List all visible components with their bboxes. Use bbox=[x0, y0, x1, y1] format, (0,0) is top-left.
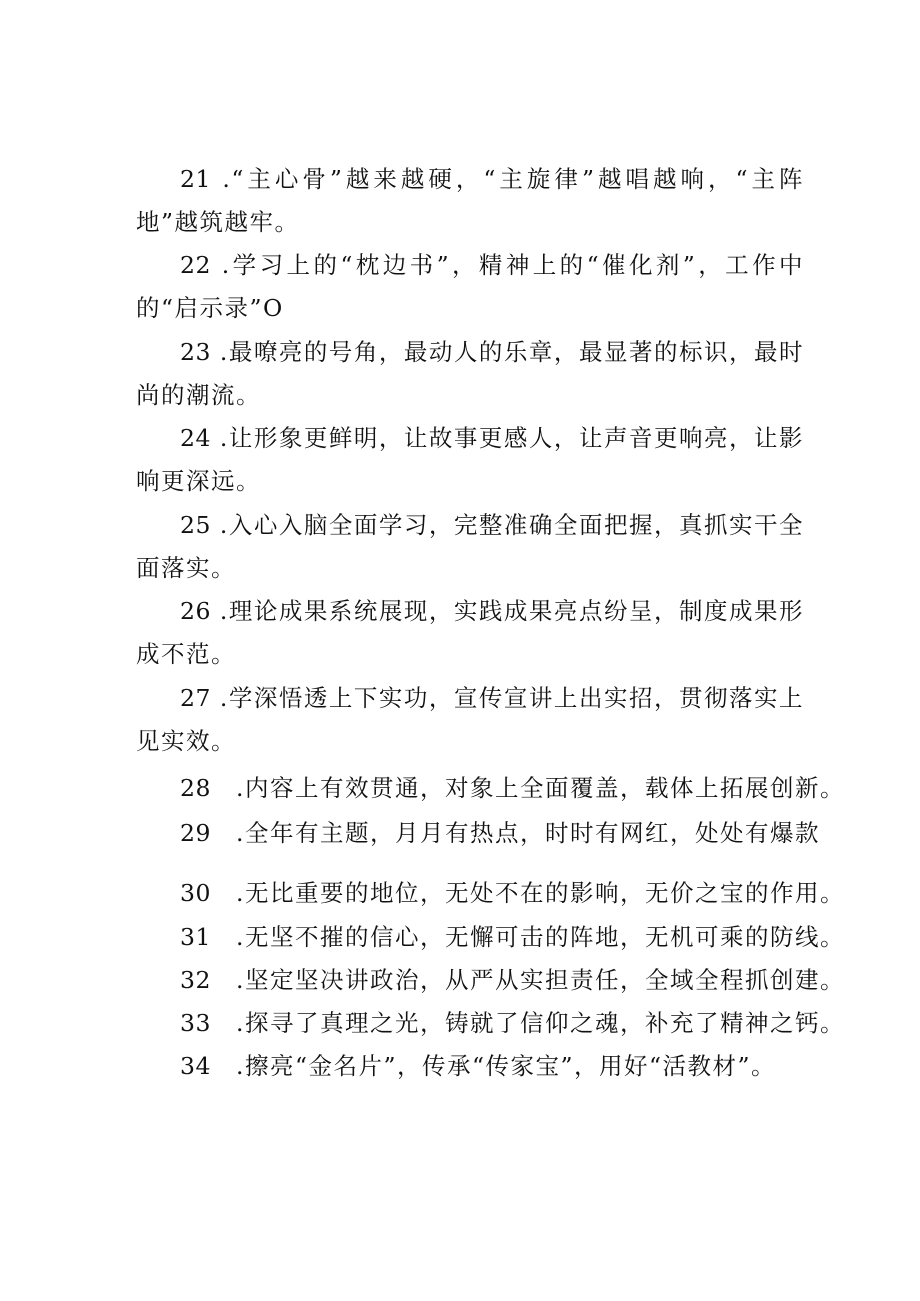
list-item-23 bbox=[136, 331, 804, 417]
item-text: .内容上有效贯通，对象上全面覆盖，载体上拓展创新。 bbox=[236, 774, 845, 802]
item-text: .“主心骨”越来越硬，“主旋律”越唱越响，“主阵地”越筑越牢。 bbox=[136, 165, 804, 236]
item-text: .入心入脑全面学习，完整准确全面把握，真抓实干全面落实。 bbox=[136, 511, 804, 582]
item-number: 33 bbox=[180, 1009, 211, 1037]
item-number: 23 bbox=[180, 338, 211, 366]
item-text: .让形象更鲜明，让故事更感人，让声音更响亮，让影响更深远。 bbox=[136, 424, 804, 495]
item-number: 30 bbox=[180, 879, 211, 907]
item-number: 34 bbox=[180, 1052, 211, 1080]
list-item-26 bbox=[136, 590, 804, 676]
item-number: 26 bbox=[180, 597, 211, 625]
item-number: 31 bbox=[180, 923, 211, 951]
item-text: .擦亮“金名片”，传承“传家宝”，用好“活教材”。 bbox=[236, 1052, 777, 1080]
item-number: 25 bbox=[180, 511, 211, 539]
list-item-21 bbox=[136, 158, 804, 244]
item-number: 22 bbox=[180, 251, 211, 279]
item-text: .全年有主题，月月有热点，时时有网红，处处有爆款 bbox=[236, 819, 820, 847]
item-text: .理论成果系统展现，实践成果亮点纷呈，制度成果形成不范。 bbox=[136, 597, 804, 668]
item-number: 24 bbox=[180, 424, 211, 452]
item-text: .坚定坚决讲政治，从严从实担责任，全域全程抓创建。 bbox=[236, 966, 845, 994]
list-item-33 bbox=[180, 1002, 845, 1045]
list-item-31 bbox=[180, 916, 845, 959]
item-text: .无比重要的地位，无处不在的影响，无价之宝的作用。 bbox=[236, 879, 845, 907]
list-item-30 bbox=[180, 872, 845, 915]
list-item-25 bbox=[136, 504, 804, 590]
list-item-24 bbox=[136, 417, 804, 503]
list-item-22 bbox=[136, 244, 804, 330]
item-text: .探寻了真理之光，铸就了信仰之魂，补充了精神之钙。 bbox=[236, 1009, 845, 1037]
item-number: 28 bbox=[180, 774, 211, 802]
list-item-34 bbox=[180, 1045, 776, 1088]
item-text: .学习上的“枕边书”，精神上的“催化剂”，工作中的“启示录”O bbox=[136, 251, 804, 322]
item-text: .学深悟透上下实功，宣传宣讲上出实招，贯彻落实上见实效。 bbox=[136, 684, 804, 755]
item-text: .无坚不摧的信心，无懈可击的阵地，无机可乘的防线。 bbox=[236, 923, 845, 951]
list-item-29 bbox=[180, 812, 820, 855]
list-item-32 bbox=[180, 959, 845, 1002]
list-item-28 bbox=[180, 767, 845, 810]
item-text: .最嘹亮的号角，最动人的乐章，最显著的标识，最时尚的潮流。 bbox=[136, 338, 804, 409]
item-number: 27 bbox=[180, 684, 211, 712]
item-number: 32 bbox=[180, 966, 211, 994]
item-number: 29 bbox=[180, 819, 211, 847]
item-number: 21 bbox=[180, 165, 211, 193]
list-item-27 bbox=[136, 677, 804, 763]
